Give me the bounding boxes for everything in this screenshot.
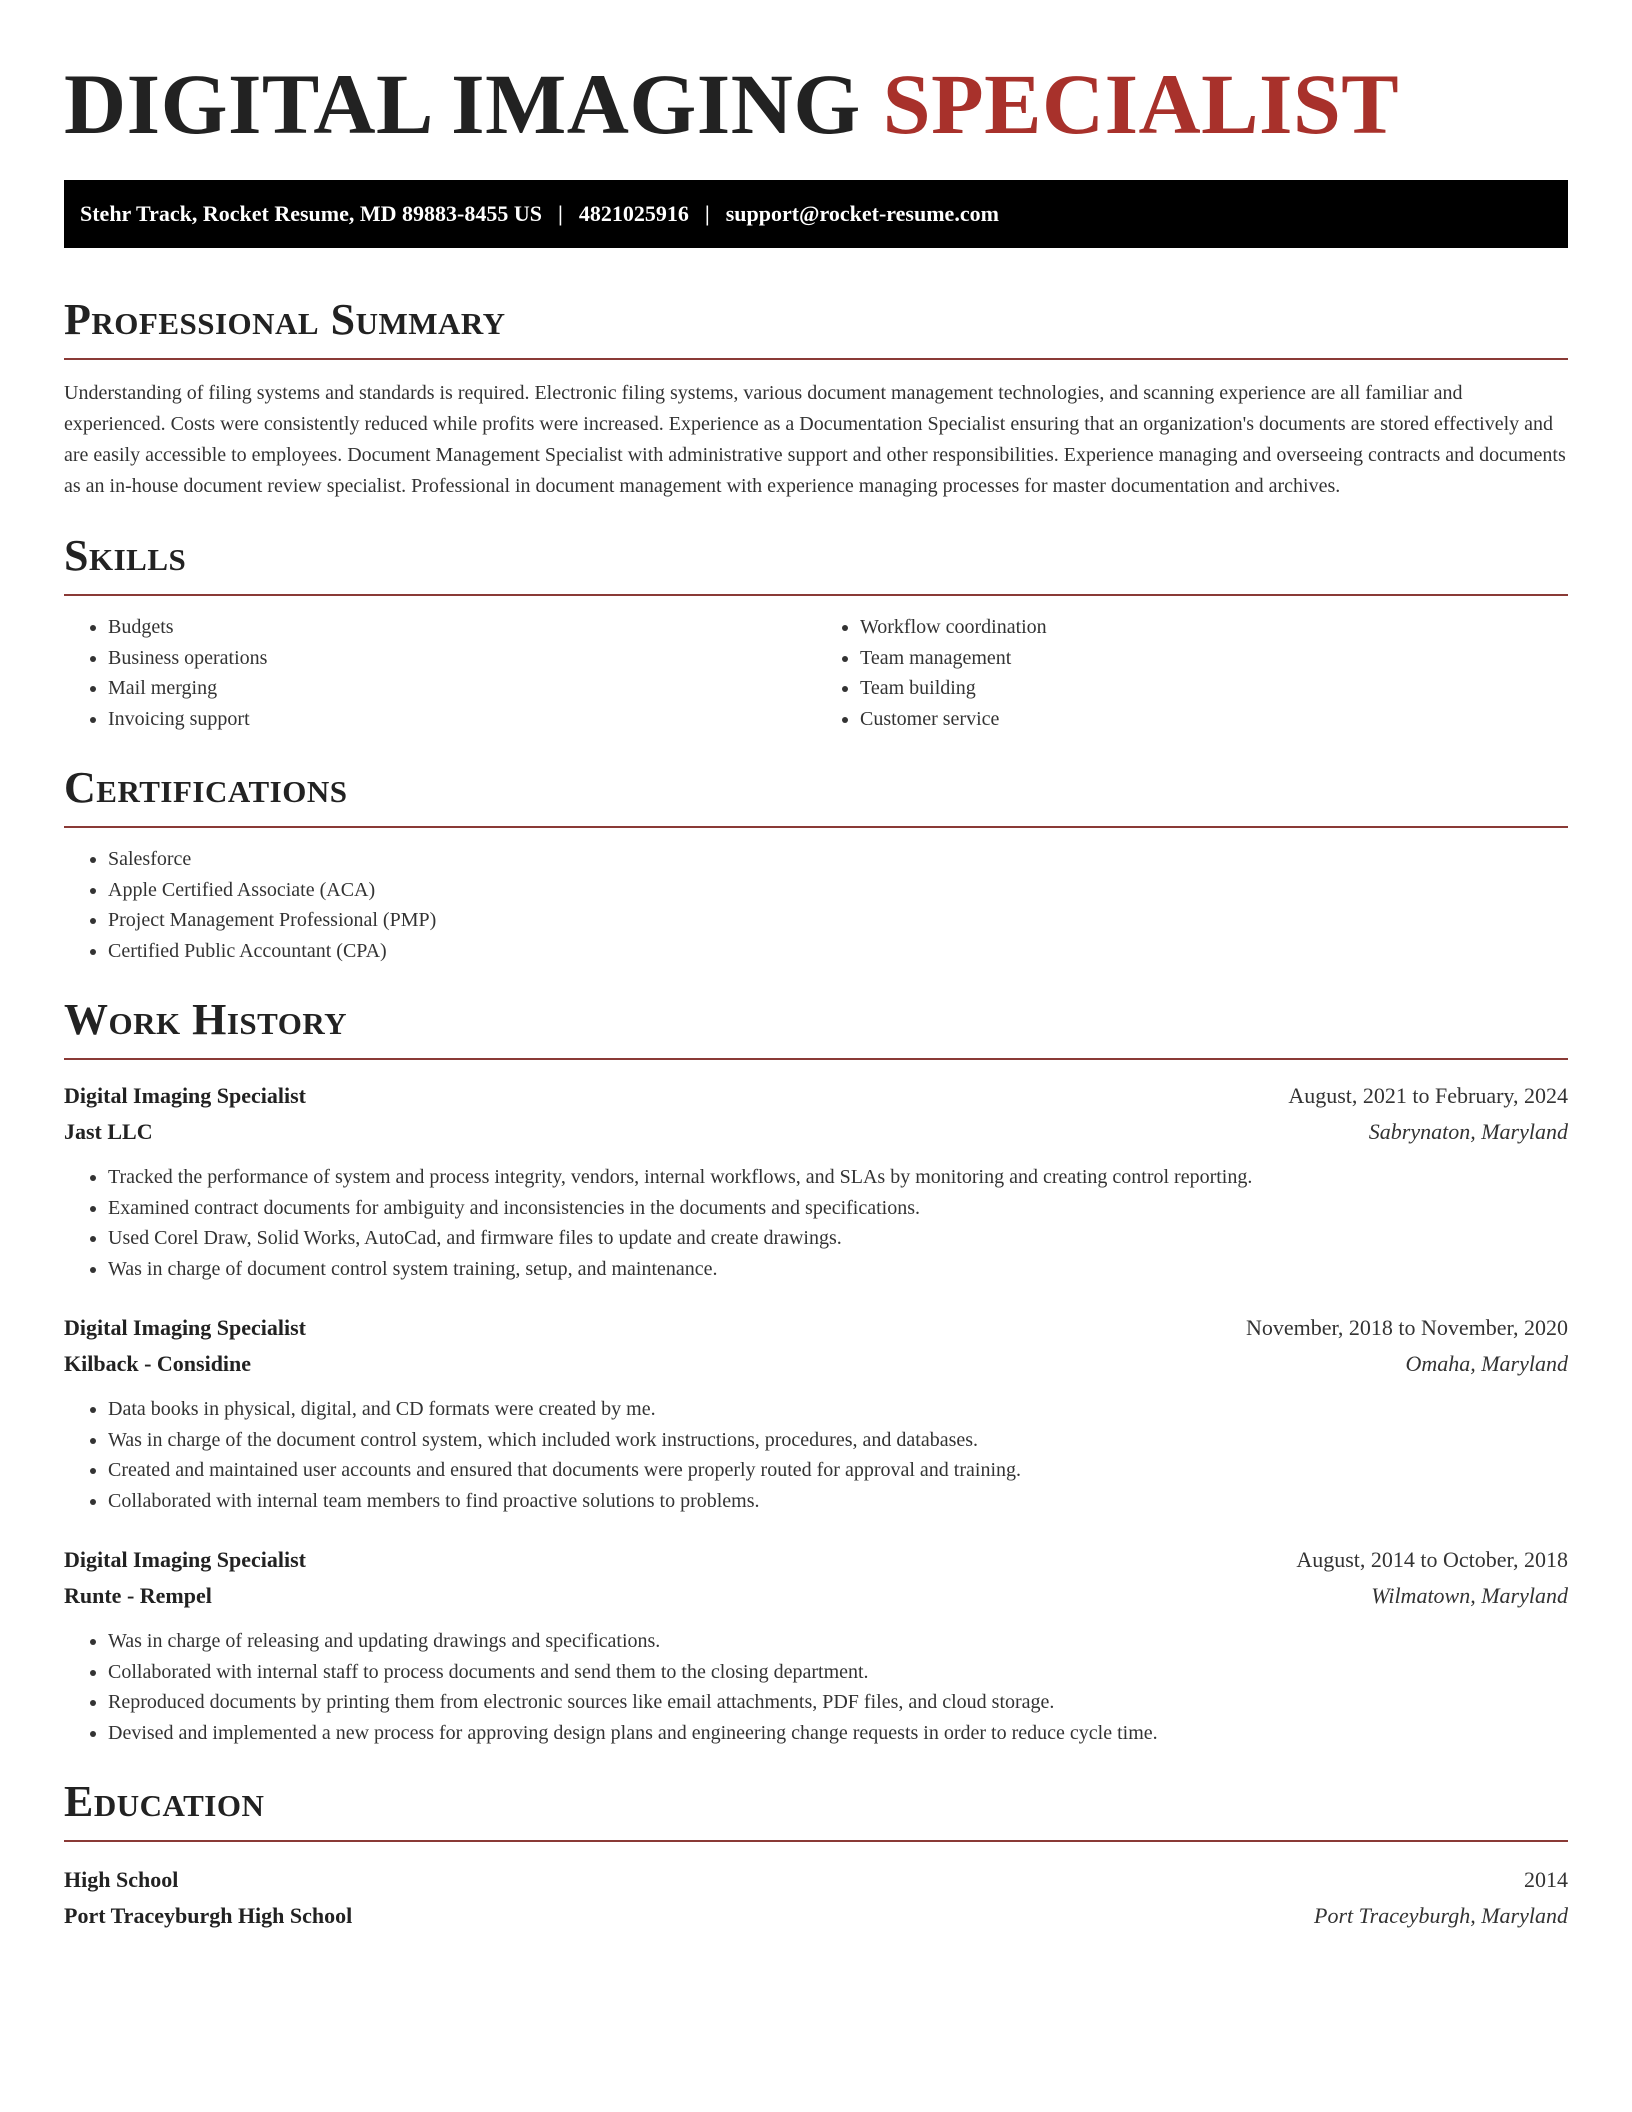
list-item: • Business operations: [108, 643, 816, 674]
job-subheader-row: [64, 1346, 1568, 1382]
work-history: [64, 1078, 1568, 1748]
list-item: • Customer service: [860, 704, 1568, 735]
name-part-1: DIGITAL IMAGING: [64, 56, 861, 152]
skills-grid: [64, 596, 1568, 734]
summary-text: Understanding of filing systems and standards is required. Electronic filing systems, various document management technologies, and scanning experience are all familiar and experienced. Costs were consistently reduced while profits were increased. Experience as a Documentation Specialist ensuring that an organization's documents are stored effectively and are easily accessible to employees. Document Management Specialist with administrative support and other responsibilities. Experience managing and overseeing contracts and documents as an in-house document review specialist. Professional in document management with experience managing processes for master documentation and archives.: [64, 382, 1566, 497]
name-part-2: SPECIALIST: [882, 56, 1400, 152]
job-entry: [64, 1542, 1568, 1748]
list-item: • Invoicing support: [108, 704, 816, 735]
contact-phone: 4821025916: [578, 201, 689, 226]
list-item: • Apple Certified Associate (ACA): [108, 875, 1568, 906]
job-dates: August, 2014 to October, 2018: [1296, 1547, 1568, 1572]
job-title: Digital Imaging Specialist: [64, 1315, 307, 1340]
job-location: Sabrynaton, Maryland: [1368, 1119, 1568, 1144]
job-company: Jast LLC: [64, 1119, 153, 1144]
job-bullets: [64, 1626, 1568, 1748]
certifications-list: [64, 844, 1568, 966]
job-location: Omaha, Maryland: [1405, 1351, 1568, 1376]
section-title-skills: Skills: [64, 531, 187, 580]
list-item: • Tracked the performance of system and process integrity, vendors, internal workflows, and SLAs by monitoring and creating control reporting.: [108, 1162, 1568, 1193]
education-location: Port Traceyburgh, Maryland: [1314, 1903, 1568, 1928]
list-item: • Reproduced documents by printing them from electronic sources like email attachments, PDF files, and cloud storage.: [108, 1687, 1568, 1718]
list-item: • Team building: [860, 673, 1568, 704]
list-item: • Mail merging: [108, 673, 816, 704]
job-title: Digital Imaging Specialist: [64, 1083, 307, 1108]
list-item: • Budgets: [108, 612, 816, 643]
education-subheader-row: [64, 1898, 1568, 1934]
contact-separator: |: [557, 201, 563, 226]
list-item: • Certified Public Accountant (CPA): [108, 936, 1568, 967]
job-dates: November, 2018 to November, 2020: [1245, 1315, 1568, 1340]
list-item: • Collaborated with internal team members to find proactive solutions to problems.: [108, 1486, 1568, 1517]
list-item: • Was in charge of document control system training, setup, and maintenance.: [108, 1254, 1568, 1285]
job-subheader-row: [64, 1578, 1568, 1614]
job-title: Digital Imaging Specialist: [64, 1547, 307, 1572]
resume-name: [64, 56, 1568, 152]
job-company: Kilback - Considine: [64, 1351, 252, 1376]
section-title-summary: Professional Summary: [64, 295, 506, 344]
education-year: 2014: [1524, 1867, 1568, 1892]
job-location: Wilmatown, Maryland: [1371, 1583, 1568, 1608]
job-entry: [64, 1078, 1568, 1284]
job-header-row: [64, 1310, 1568, 1346]
education-school: Port Traceyburgh High School: [64, 1903, 353, 1928]
section-divider: [64, 1840, 1568, 1842]
list-item: • Data books in physical, digital, and CD formats were created by me.: [108, 1394, 1568, 1425]
section-divider: [64, 826, 1568, 828]
job-company: Runte - Rempel: [64, 1583, 212, 1608]
skills-list-right: [816, 612, 1568, 734]
job-subheader-row: [64, 1114, 1568, 1150]
list-item: • Project Management Professional (PMP): [108, 905, 1568, 936]
job-bullets: [64, 1394, 1568, 1516]
list-item: • Salesforce: [108, 844, 1568, 875]
section-title-certifications: Certifications: [64, 763, 348, 812]
job-bullets: [64, 1162, 1568, 1284]
job-entry: [64, 1310, 1568, 1516]
job-header-row: [64, 1078, 1568, 1114]
skills-list-left: [64, 612, 816, 734]
contact-address: Stehr Track, Rocket Resume, MD 89883-8455 US: [80, 201, 542, 226]
contact-bar: [64, 180, 1568, 248]
education-header-row: [64, 1862, 1568, 1898]
contact-email: support@rocket-resume.com: [725, 201, 999, 226]
section-divider: [64, 358, 1568, 360]
list-item: • Devised and implemented a new process for approving design plans and engineering change requests in order to reduce cycle time.: [108, 1718, 1568, 1749]
list-item: • Team management: [860, 643, 1568, 674]
list-item: • Used Corel Draw, Solid Works, AutoCad, and firmware files to update and create drawings.: [108, 1223, 1568, 1254]
education-entry: [64, 1862, 1568, 1934]
section-divider: [64, 1058, 1568, 1060]
list-item: • Was in charge of releasing and updating drawings and specifications.: [108, 1626, 1568, 1657]
job-header-row: [64, 1542, 1568, 1578]
list-item: • Examined contract documents for ambiguity and inconsistencies in the documents and specifications.: [108, 1193, 1568, 1224]
list-item: • Was in charge of the document control system, which included work instructions, procedures, and databases.: [108, 1425, 1568, 1456]
section-title-work-history: Work History: [64, 995, 348, 1044]
section-title-education: Education: [64, 1777, 265, 1826]
list-item: • Workflow coordination: [860, 612, 1568, 643]
list-item: • Collaborated with internal staff to process documents and send them to the closing department.: [108, 1657, 1568, 1688]
list-item: • Created and maintained user accounts and ensured that documents were properly routed for approval and training.: [108, 1455, 1568, 1486]
contact-separator: |: [704, 201, 710, 226]
education-degree: High School: [64, 1867, 179, 1892]
job-dates: August, 2021 to February, 2024: [1288, 1083, 1568, 1108]
